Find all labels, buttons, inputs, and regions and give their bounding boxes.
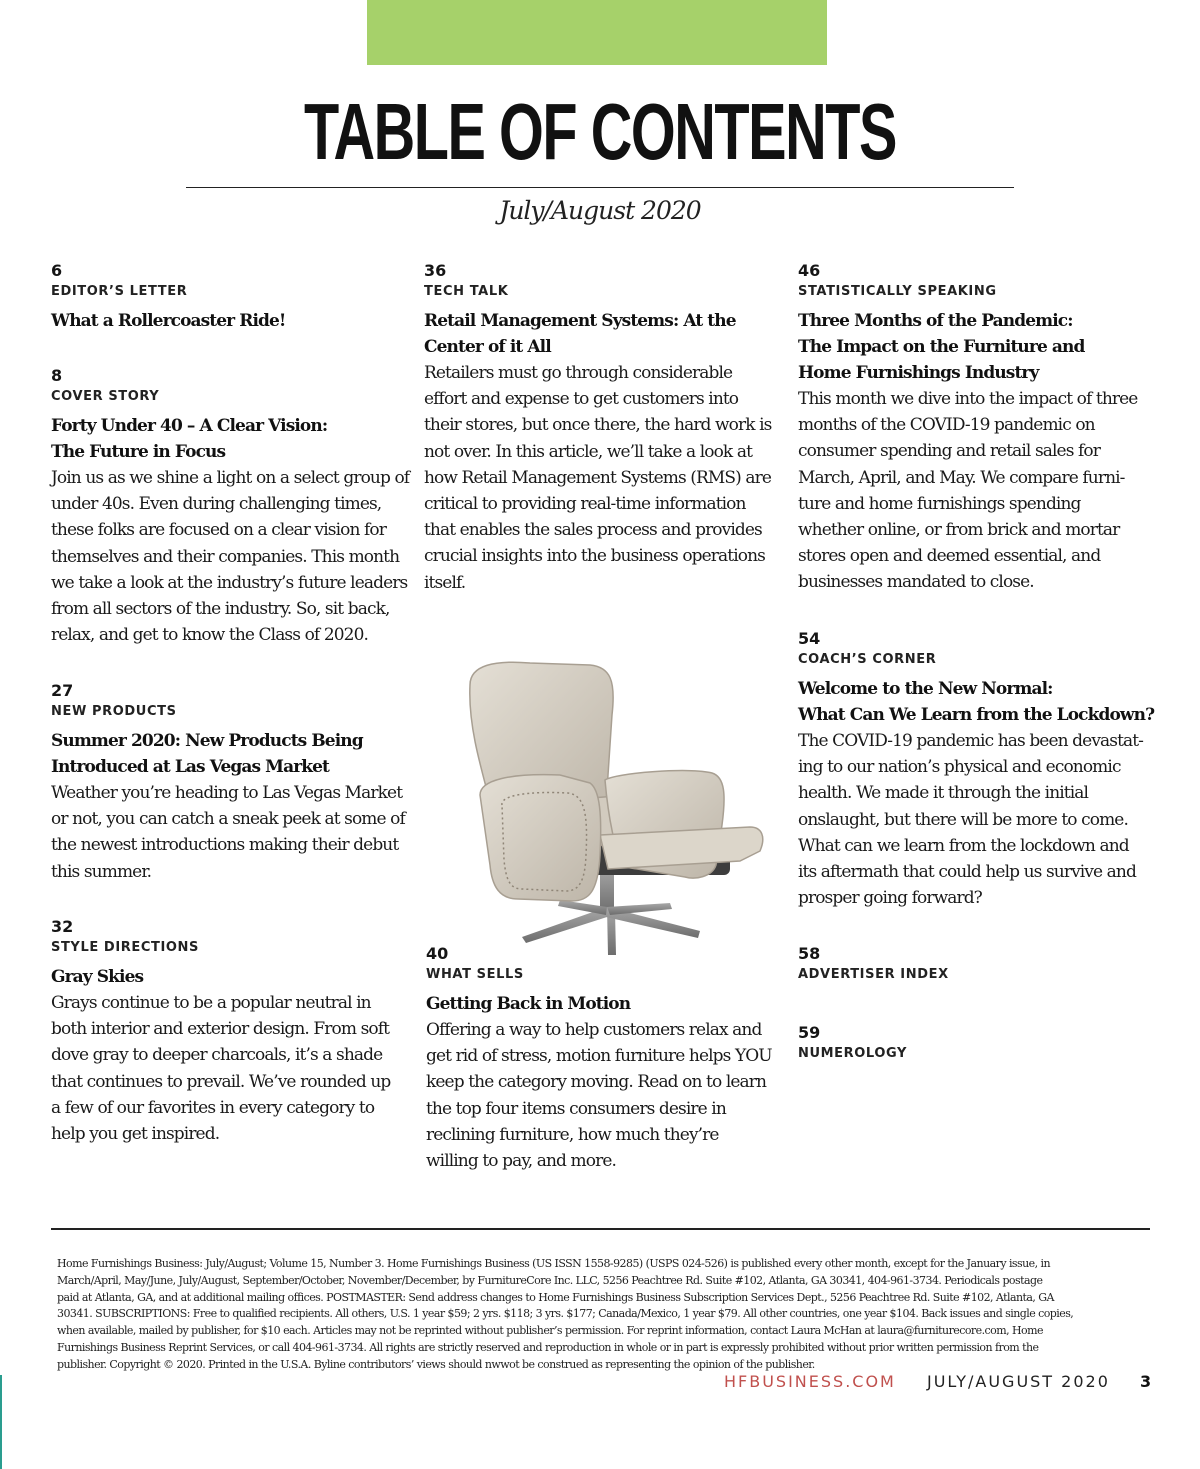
description-line: its aftermath that could help us survive and bbox=[798, 862, 1136, 883]
toc-entry[interactable] bbox=[798, 262, 1158, 596]
page-edge-marker bbox=[0, 1375, 2, 1469]
description-line: a few of our favorites in every category to bbox=[51, 1097, 375, 1118]
description-line: the newest introductions making their debut bbox=[51, 835, 399, 856]
issue-date: July/August 2020 bbox=[499, 196, 701, 225]
fine-print-line: Home Furnishings Business: July/August; Volume 15, Number 3. Home Furnishings Business (US ISSN 1558-9285) (USPS 024-526) is published every other month, except for the January issue, in bbox=[57, 1257, 1050, 1270]
entry-description bbox=[51, 465, 411, 648]
description-line: dove gray to deeper charcoals, it’s a shade bbox=[51, 1045, 383, 1066]
description-line: how Retail Management Systems (RMS) are bbox=[424, 467, 772, 488]
description-line: crucial insights into the business operations bbox=[424, 546, 765, 567]
description-line: these folks are focused on a clear vision for bbox=[51, 520, 386, 541]
title-divider bbox=[186, 187, 1014, 188]
entry-section: NEW PRODUCTS bbox=[51, 704, 177, 719]
entry-section: STYLE DIRECTIONS bbox=[51, 940, 199, 955]
entry-page-number: 46 bbox=[798, 261, 821, 280]
toc-entry[interactable] bbox=[51, 918, 411, 1147]
footer-divider bbox=[51, 1228, 1150, 1230]
description-line: Offering a way to help customers relax and bbox=[426, 1020, 762, 1040]
headline-line: What a Rollercoaster Ride! bbox=[51, 311, 286, 331]
entry-section: TECH TALK bbox=[424, 284, 509, 299]
description-line: Grays continue to be a popular neutral in bbox=[51, 993, 371, 1013]
entry-page-number: 8 bbox=[51, 366, 63, 385]
description-line: themselves and their companies. This month bbox=[51, 546, 400, 567]
headline-line: Introduced at Las Vegas Market bbox=[51, 757, 329, 777]
entry-headline bbox=[51, 728, 411, 780]
entry-description bbox=[426, 1017, 786, 1174]
entry-description bbox=[798, 386, 1158, 596]
entry-headline bbox=[51, 964, 411, 990]
description-line: Retailers must go through considerable bbox=[424, 363, 733, 383]
page-number: 3 bbox=[1140, 1372, 1152, 1391]
description-line: both interior and exterior design. From soft bbox=[51, 1019, 390, 1040]
description-line: prosper going forward? bbox=[798, 888, 982, 909]
toc-entry[interactable] bbox=[51, 367, 411, 648]
entry-section: NUMEROLOGY bbox=[798, 1046, 907, 1061]
description-line: What can we learn from the lockdown and bbox=[798, 835, 1129, 856]
description-line: stores open and deemed essential, and bbox=[798, 546, 1101, 567]
headline-line: Home Furnishings Industry bbox=[798, 363, 1039, 383]
description-line: the top four items consumers desire in bbox=[426, 1098, 726, 1119]
entry-section: ADVERTISER INDEX bbox=[798, 967, 949, 982]
entry-page-number: 32 bbox=[51, 917, 74, 936]
fine-print-line: March/April, May/June, July/August, September/October, November/December, by FurnitureCore Inc. LLC, 5256 Peachtree Rd. Suite #102, Atlanta, GA 30341, 404-961-3734. Periodicals postage bbox=[57, 1273, 1043, 1287]
description-line: critical to providing real-time information bbox=[424, 494, 746, 515]
description-line: businesses mandated to close. bbox=[798, 572, 1034, 593]
headline-line: Three Months of the Pandemic: bbox=[798, 311, 1073, 331]
description-line: ture and home furnishings spending bbox=[798, 493, 1081, 514]
description-line: March, April, and May. We compare furni- bbox=[798, 467, 1125, 488]
entry-headline bbox=[51, 413, 411, 465]
entry-section: COACH’S CORNER bbox=[798, 652, 937, 667]
headline-line: The Future in Focus bbox=[51, 442, 226, 462]
entry-headline bbox=[424, 308, 784, 360]
description-line: ing to our nation’s physical and economic bbox=[798, 757, 1121, 778]
description-line: keep the category moving. Read on to learn bbox=[426, 1072, 767, 1093]
entry-page-number: 6 bbox=[51, 261, 63, 280]
description-line: Join us as we shine a light on a select group of bbox=[51, 468, 410, 488]
toc-entry[interactable] bbox=[51, 682, 411, 885]
toc-entry[interactable] bbox=[798, 630, 1158, 911]
description-line: itself. bbox=[424, 572, 466, 593]
description-line: that continues to prevail. We’ve rounded up bbox=[51, 1071, 391, 1092]
description-line: this summer. bbox=[51, 861, 152, 882]
description-line: effort and expense to get customers into bbox=[424, 389, 739, 410]
entry-page-number: 59 bbox=[798, 1023, 821, 1042]
description-line: or not, you can catch a sneak peek at some of bbox=[51, 809, 405, 830]
entry-headline bbox=[51, 308, 411, 334]
description-line: willing to pay, and more. bbox=[426, 1151, 616, 1172]
entry-description bbox=[424, 360, 784, 596]
description-line: that enables the sales process and provides bbox=[424, 520, 762, 541]
description-line: health. We made it through the initial bbox=[798, 783, 1089, 804]
entry-description bbox=[51, 780, 411, 885]
entry-headline bbox=[426, 991, 786, 1017]
description-line: get rid of stress, motion furniture helps YOU bbox=[426, 1046, 772, 1067]
description-line: months of the COVID-19 pandemic on bbox=[798, 415, 1095, 436]
entry-headline bbox=[798, 308, 1158, 386]
publication-fine-print bbox=[57, 1256, 1140, 1374]
page-footer bbox=[0, 1372, 1200, 1394]
entry-page-number: 58 bbox=[798, 944, 821, 963]
description-line: relax, and get to know the Class of 2020. bbox=[51, 625, 368, 646]
toc-entry[interactable] bbox=[424, 262, 784, 596]
description-line: This month we dive into the impact of three bbox=[798, 389, 1138, 409]
headline-line: Summer 2020: New Products Being bbox=[51, 731, 363, 751]
header-accent-bar bbox=[367, 0, 827, 65]
entry-section: COVER STORY bbox=[51, 389, 160, 404]
recliner-chair-image bbox=[440, 655, 780, 960]
headline-line: Welcome to the New Normal: bbox=[798, 679, 1053, 699]
website-link[interactable]: HFBUSINESS.COM bbox=[724, 1372, 896, 1391]
fine-print-line: 30341. SUBSCRIPTIONS: Free to qualified recipients. All others, U.S. 1 year $59; 2 yrs. $118; 3 yrs. $177; Canada/Mexico, 1 year $79. All other countries, one year $104. Back issues and single copies, bbox=[57, 1307, 1074, 1321]
description-line: whether online, or from brick and mortar bbox=[798, 520, 1120, 541]
toc-entry[interactable] bbox=[798, 1024, 1158, 1062]
page-title: TABLE OF CONTENTS bbox=[303, 87, 897, 176]
headline-line: Forty Under 40 – A Clear Vision: bbox=[51, 416, 328, 436]
description-line: consumer spending and retail sales for bbox=[798, 441, 1100, 462]
fine-print-line: Furnishings Business Reprint Services, or call 404-961-3734. All rights are strictly reserved and reproduction in whole or in part is expressly prohibited without prior written permission from the bbox=[57, 1340, 1039, 1354]
entry-description bbox=[51, 990, 411, 1147]
entry-page-number: 36 bbox=[424, 261, 447, 280]
description-line: under 40s. Even during challenging times, bbox=[51, 494, 382, 515]
headline-line: Center of it All bbox=[424, 337, 551, 357]
description-line: not over. In this article, we’ll take a look at bbox=[424, 441, 752, 462]
description-line: their stores, but once there, the hard work is bbox=[424, 415, 772, 436]
entry-section: EDITOR’S LETTER bbox=[51, 284, 188, 299]
entry-page-number: 27 bbox=[51, 681, 74, 700]
description-line: reclining furniture, how much they’re bbox=[426, 1124, 719, 1145]
fine-print-line: paid at Atlanta, GA, and at additional mailing offices. POSTMASTER: Send address changes to Home Furnishings Business Subscription Services Dept., 5256 Peachtree Rd. Suite #102, Atlanta, GA bbox=[57, 1290, 1054, 1304]
headline-line: Gray Skies bbox=[51, 967, 144, 987]
headline-line: What Can We Learn from the Lockdown? bbox=[798, 705, 1155, 725]
description-line: onslaught, but there will be more to come. bbox=[798, 809, 1128, 830]
entry-headline bbox=[798, 676, 1158, 728]
headline-line: Retail Management Systems: At the bbox=[424, 311, 736, 331]
entry-page-number: 54 bbox=[798, 629, 821, 648]
entry-page-number: 40 bbox=[426, 944, 449, 963]
description-line: help you get inspired. bbox=[51, 1124, 220, 1145]
description-line: we take a look at the industry’s future leaders bbox=[51, 572, 408, 593]
toc-entry[interactable] bbox=[51, 262, 411, 334]
fine-print-line: when available, mailed by publisher, for $10 each. Articles may not be reprinted without publisher’s permission. For reprint information, contact Laura McHan at laura@furniturecore.com, Home bbox=[57, 1324, 1043, 1338]
description-line: The COVID-19 pandemic has been devastat- bbox=[798, 731, 1144, 751]
entry-section: WHAT SELLS bbox=[426, 967, 524, 982]
headline-line: Getting Back in Motion bbox=[426, 994, 631, 1014]
footer-issue: JULY/AUGUST 2020 bbox=[927, 1372, 1110, 1391]
headline-line: The Impact on the Furniture and bbox=[798, 337, 1085, 357]
fine-print-line: publisher. Copyright © 2020. Printed in the U.S.A. Byline contributors’ views should nwwot be construed as representing the opinion of the publisher. bbox=[57, 1357, 815, 1371]
toc-entry[interactable] bbox=[426, 945, 786, 1174]
entry-description bbox=[798, 728, 1158, 911]
entry-section: STATISTICALLY SPEAKING bbox=[798, 284, 997, 299]
description-line: from all sectors of the industry. So, sit back, bbox=[51, 599, 390, 620]
description-line: Weather you’re heading to Las Vegas Market bbox=[51, 783, 403, 803]
toc-entry[interactable] bbox=[798, 945, 1158, 983]
